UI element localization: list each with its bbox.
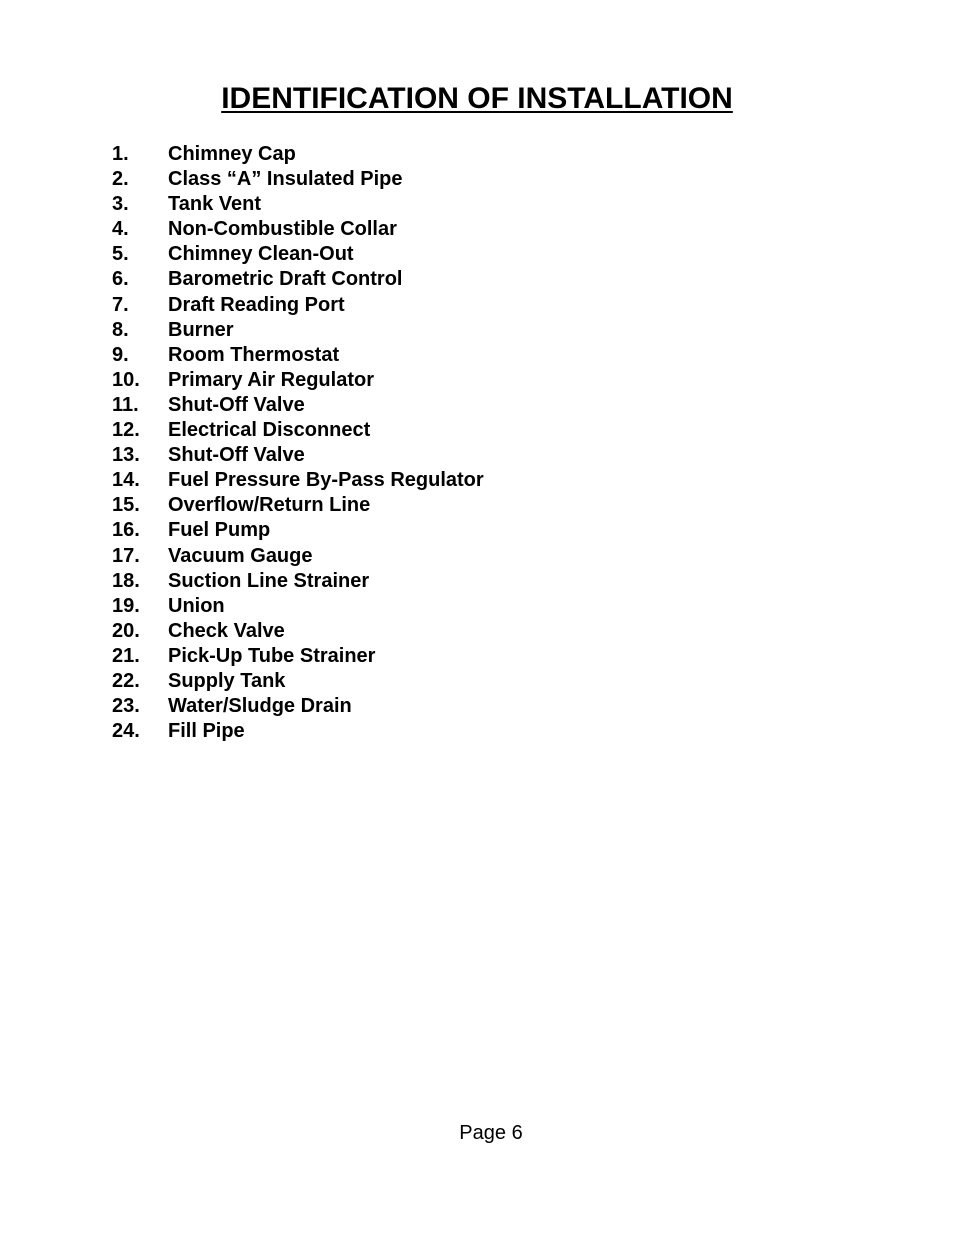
item-label: Tank Vent [168,193,261,216]
list-item [112,468,484,493]
installation-parts-list [112,142,484,744]
item-label: Non-Combustible Collar [168,218,397,241]
item-label: Check Valve [168,619,285,642]
list-item [112,694,484,719]
item-number: 9. [112,343,129,366]
list-item [112,242,484,267]
item-label: Overflow/Return Line [168,494,371,517]
list-item [112,493,484,518]
list-item [112,619,484,644]
item-number: 23. [112,695,140,718]
list-item [112,142,484,167]
list-item [112,167,484,192]
item-number: 4. [112,218,129,241]
item-label: Primary Air Regulator [168,368,374,391]
item-label: Chimney Cap [168,143,296,165]
list-item [112,192,484,217]
page-number: Page 6 [459,1122,523,1144]
list-item [112,594,484,619]
list-item [112,418,484,443]
item-number: 15. [112,494,140,517]
item-label: Draft Reading Port [168,293,345,316]
item-number: 24. [112,720,140,743]
item-number: 18. [112,569,140,592]
item-number: 5. [112,243,129,266]
item-label: Burner [168,318,234,341]
list-item [112,443,484,468]
item-label: Electrical Disconnect [168,419,371,442]
item-number: 10. [112,368,140,391]
item-label: Water/Sludge Drain [168,695,352,718]
item-number: 6. [112,268,129,291]
item-label: Fuel Pump [168,519,271,542]
item-number: 12. [112,419,140,442]
item-number: 19. [112,594,140,617]
item-number: 8. [112,318,129,341]
item-number: 14. [112,469,140,492]
item-number: 7. [112,293,129,316]
list-item [112,368,484,393]
list-item [112,343,484,368]
item-label: Supply Tank [168,669,286,692]
item-number: 21. [112,644,140,667]
item-label: Room Thermostat [168,343,340,366]
list-item [112,293,484,318]
item-label: Vacuum Gauge [168,544,313,567]
item-label: Fill Pipe [168,720,245,743]
list-item [112,267,484,292]
list-item [112,569,484,594]
item-number: 17. [112,544,140,567]
list-item [112,719,484,744]
item-number: 13. [112,444,140,467]
item-label: Pick-Up Tube Strainer [168,644,376,667]
list-item [112,217,484,242]
item-label: Suction Line Strainer [168,569,370,592]
item-number: 3. [112,193,129,216]
page-title-text: IDENTIFICATION OF INSTALLATION [221,82,733,115]
item-number: 11. [112,393,139,416]
item-number: 22. [112,669,140,692]
item-label: Class “A” Insulated Pipe [168,168,403,191]
item-label: Barometric Draft Control [168,268,403,291]
list-item [112,644,484,669]
list-item [112,318,484,343]
page-title [0,80,954,118]
item-number: 20. [112,619,140,642]
item-label: Union [168,594,225,617]
list-item [112,393,484,418]
item-label: Shut-Off Valve [168,393,305,416]
list-item [112,544,484,569]
item-number: 1. [112,143,129,165]
item-label: Fuel Pressure By-Pass Regulator [168,469,484,492]
item-number: 16. [112,519,140,542]
item-label: Shut-Off Valve [168,444,305,467]
item-number: 2. [112,168,129,191]
list-item [112,669,484,694]
item-label: Chimney Clean-Out [168,243,354,266]
list-item [112,518,484,543]
